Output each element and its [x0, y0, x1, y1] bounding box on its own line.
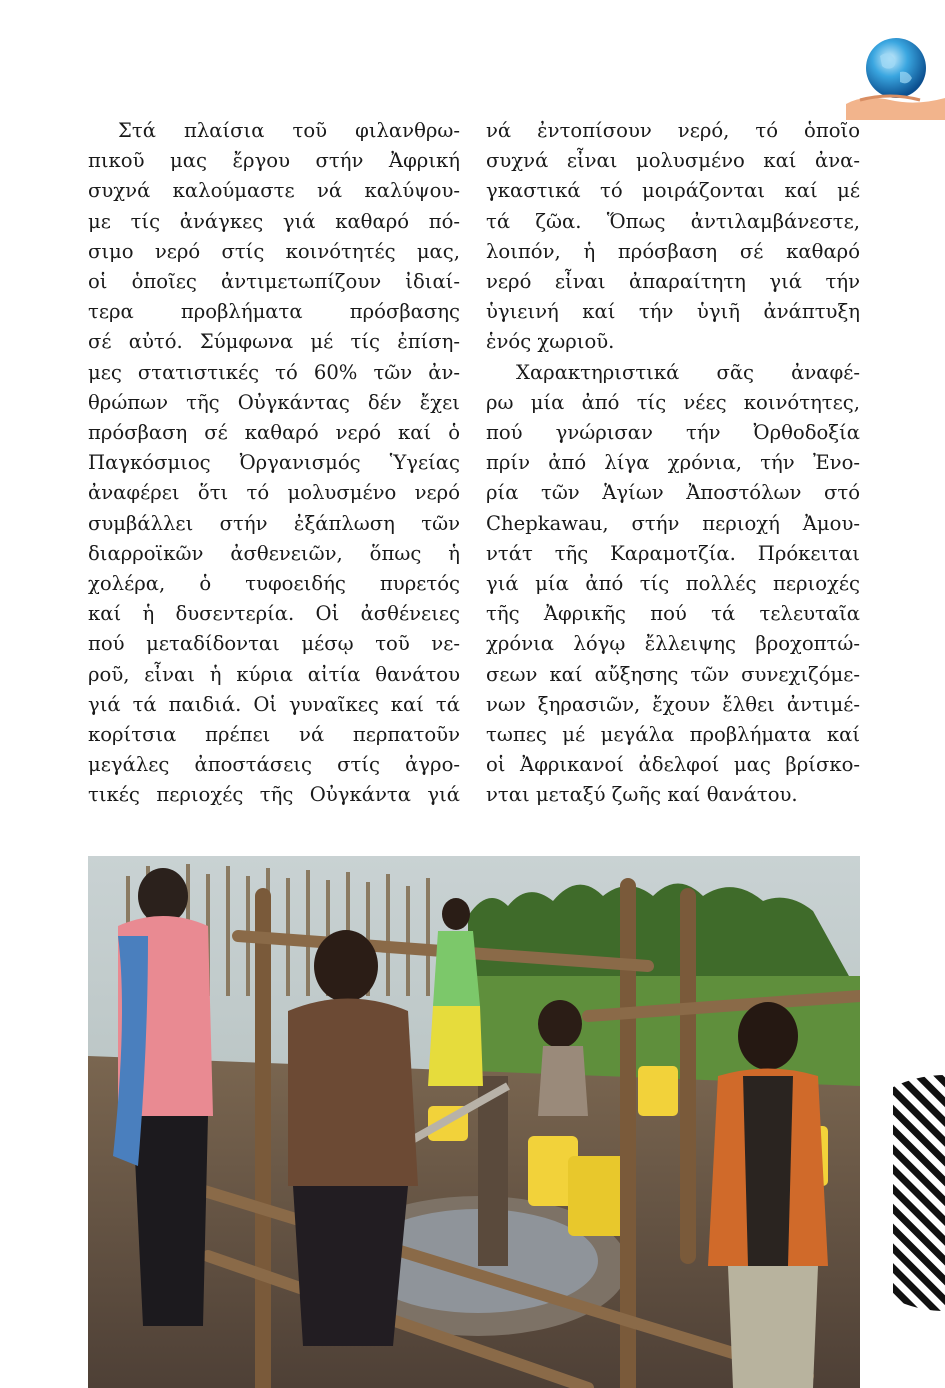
text-line: ἀναφέρει ὅτι τό μολυσμένο νερό	[88, 481, 460, 505]
text-line: καί ἡ δυσεντερία. Οἱ ἀσθένειες	[88, 602, 460, 626]
diagonal-stripes-icon	[893, 1075, 945, 1311]
text-line: πικοῦ μας ἔργου στήν Ἀφρική	[88, 149, 460, 173]
text-line: τικές περιοχές τῆς Οὐγκάντα γιά	[88, 783, 460, 807]
text-line: τῆς Ἀφρικῆς πού τά τελευταῖα	[486, 602, 860, 626]
text-line: νερό εἶναι ἀπαραίτητη γιά τήν	[486, 270, 860, 294]
text-line: μες στατιστικές τό 60% τῶν ἀν-	[88, 360, 460, 384]
text-line: συχνά εἶναι μολυσμένο καί ἀνα-	[486, 149, 860, 173]
text-column-right	[486, 116, 860, 811]
text-line: γκαστικά τό μοιράζονται καί μέ	[486, 179, 860, 203]
text-line: χρόνια λόγῳ ἔλλειψης βροχοπτώ-	[486, 632, 860, 656]
text-line: μεγάλες ἀποστάσεις στίς ἀγρο-	[88, 753, 460, 777]
text-line: διαρροϊκῶν ἀσθενειῶν, ὅπως ἡ	[88, 541, 460, 565]
text-column-left	[88, 116, 460, 811]
text-line: πρόσβαση σέ καθαρό νερό καί ὁ	[88, 421, 460, 445]
text-line: τά ζῶα. Ὅπως ἀντιλαμβάνεστε,	[486, 209, 860, 233]
paragraph-water-access	[88, 116, 460, 811]
text-line: οἱ Ἀφρικανοί ἀδελφοί μας βρίσκο-	[486, 753, 860, 777]
text-line: θρώπων τῆς Οὐγκάντας δέν ἔχει	[88, 390, 460, 414]
text-line: σιμο νερό στίς κοινότητές μας,	[88, 239, 460, 263]
text-line: οἱ ὁποῖες ἀντιμετωπίζουν ἰδιαί-	[88, 270, 460, 294]
paragraph-continuation	[486, 116, 860, 358]
text-line: ρία τῶν Ἁγίων Ἀποστόλων στό	[486, 481, 860, 505]
text-line: Παγκόσμιος Ὀργανισμός Ὑγείας	[88, 451, 460, 475]
text-line: κορίτσια πρέπει νά περπατοῦν	[88, 723, 460, 747]
text-line: πρίν ἀπό λίγα χρόνια, τήν Ἐνο-	[486, 451, 860, 475]
text-line: τωπες μέ μεγάλα προβλήματα καί	[486, 723, 860, 747]
text-line: συμβάλλει στήν ἐξάπλωση τῶν	[88, 511, 460, 535]
text-line: γιά τά παιδιά. Οἱ γυναῖκες καί τά	[88, 692, 460, 716]
text-line: ροῦ, εἶναι ἡ κύρια αἰτία θανάτου	[88, 662, 460, 686]
text-line: Χαρακτηριστικά σᾶς ἀναφέ-	[516, 360, 860, 384]
text-line: νων ξηρασιῶν, ἔχουν ἔλθει ἀντιμέ-	[486, 692, 860, 716]
text-line: σέ αὐτό. Σύμφωνα μέ τίς ἐπίση-	[88, 330, 460, 354]
text-line: ἑνός χωριοῦ.	[486, 330, 615, 354]
text-line: Στά πλαίσια τοῦ φιλανθρω-	[118, 119, 460, 142]
text-line: νά ἐντοπίσουν νερό, τό ὁποῖο	[486, 119, 860, 142]
text-line: τερα προβλήματα πρόσβασης	[88, 300, 460, 324]
text-line: πού μεταδίδονται μέσῳ τοῦ νε-	[88, 632, 460, 656]
text-line: νται μεταξύ ζωῆς καί θανάτου.	[486, 783, 798, 807]
text-line: με τίς ἀνάγκες γιά καθαρό πό-	[88, 209, 460, 233]
text-line: συχνά καλούμαστε νά καλύψου-	[88, 179, 460, 203]
text-line: ντάτ τῆς Καραμοτζία. Πρόκειται	[486, 541, 860, 565]
photo-children-water-pump	[88, 856, 860, 1388]
text-line: πού γνώρισαν τήν Ὀρθοδοξία	[486, 421, 860, 445]
text-line: ρω μία ἀπό τίς νέες κοινότητες,	[486, 390, 860, 414]
text-line: ὑγιεινή καί τήν ὑγιῆ ἀνάπτυξη	[486, 300, 860, 324]
text-line: σεων καί αὔξησης τῶν συνεχιζόμε-	[486, 662, 860, 686]
globe-in-hand-icon	[846, 20, 945, 120]
text-line: Chepkawau, στήν περιοχή Ἀμου-	[486, 511, 860, 535]
paragraph-chepkawau	[486, 358, 860, 811]
text-line: χολέρα, ὁ τυφοειδής πυρετός	[88, 572, 460, 596]
text-line: γιά μία ἀπό τίς πολλές περιοχές	[486, 572, 860, 596]
text-line: λοιπόν, ἡ πρόσβαση σέ καθαρό	[486, 239, 860, 263]
